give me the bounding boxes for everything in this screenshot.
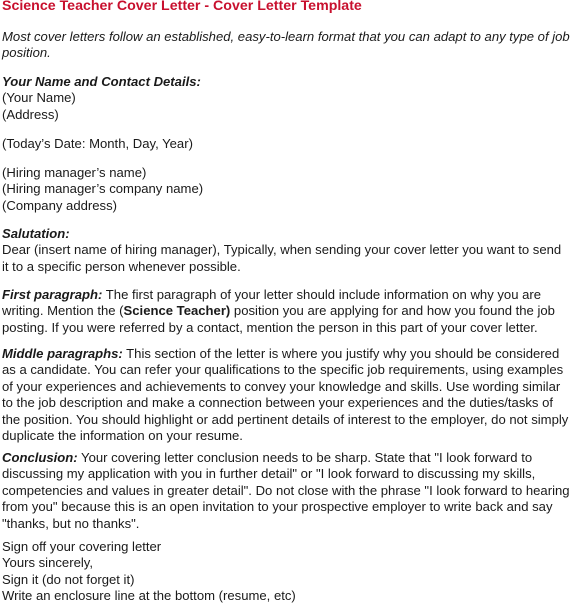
salutation-heading: Salutation: bbox=[2, 226, 70, 241]
first-paragraph-text-after: position you are applying for and how you found the job posting. If you were referred by a contact, mention the person in this part of your cover letter. bbox=[2, 303, 555, 335]
hiring-company-name: (Hiring manager’s company name) bbox=[2, 181, 204, 197]
conclusion-text: Your covering letter conclusion needs to be sharp. State that "I look forward to discussing my application with you in further detail" or "I look forward to discussing my skills, competencies and values in greater detail". Do not close with the phrase "I look forward to hearing from you" because this is an open invitation to your prospective employer to write back and say "thanks, but no thanks". bbox=[2, 450, 570, 531]
conclusion-heading: Conclusion: bbox=[2, 450, 78, 465]
contact-section bbox=[2, 74, 570, 123]
document-title: Science Teacher Cover Letter - Cover Letter Template bbox=[2, 0, 362, 14]
salutation-section bbox=[2, 226, 570, 275]
date-text: (Today’s Date: Month, Day, Year) bbox=[2, 136, 193, 151]
conclusion-section bbox=[2, 450, 570, 532]
signoff-line-2: Yours sincerely, bbox=[2, 555, 93, 571]
intro-text: Most cover letters follow an established, easy-to-learn format that you can adapt to any type of job position. bbox=[2, 29, 570, 61]
hiring-section bbox=[2, 165, 570, 214]
signoff-line-1: Sign off your covering letter bbox=[2, 539, 162, 554]
middle-paragraphs-heading: Middle paragraphs: bbox=[2, 346, 123, 361]
middle-paragraphs-text: This section of the letter is where you justify why you should be considered as a candidate. You can refer your qualifications to the specific job requirements, using examples of your experiences and achievements to convey your knowledge and skills. Use wording similar to the job description and make a connection between your experiences and the duties/tasks of the position. You should highlight or add pertinent details of interest to the employer, do not simply duplicate the information on your resume. bbox=[2, 346, 569, 444]
signoff-line-3: Sign it (do not forget it) bbox=[2, 571, 135, 587]
middle-paragraphs-section bbox=[2, 346, 570, 444]
date-line bbox=[2, 136, 570, 152]
hiring-manager-name: (Hiring manager’s name) bbox=[2, 165, 147, 180]
signoff-section bbox=[2, 539, 570, 605]
first-paragraph-text-before: The first paragraph of your letter should include information on why you are writing. Mention the ( bbox=[2, 287, 542, 319]
signoff-line-4: Write an enclosure line at the bottom (resume, etc) bbox=[2, 588, 296, 604]
contact-heading: Your Name and Contact Details: bbox=[2, 74, 201, 89]
hiring-company-address: (Company address) bbox=[2, 197, 117, 213]
contact-address-line: (Address) bbox=[2, 106, 59, 122]
first-paragraph-highlight: Science Teacher) bbox=[123, 303, 231, 319]
contact-name-line: (Your Name) bbox=[2, 90, 76, 106]
first-paragraph-section bbox=[2, 287, 570, 336]
salutation-text: Dear (insert name of hiring manager), Typically, when sending your cover letter you want to send it to a specific person whenever possible. bbox=[2, 242, 562, 274]
first-paragraph-heading: First paragraph: bbox=[2, 287, 103, 302]
